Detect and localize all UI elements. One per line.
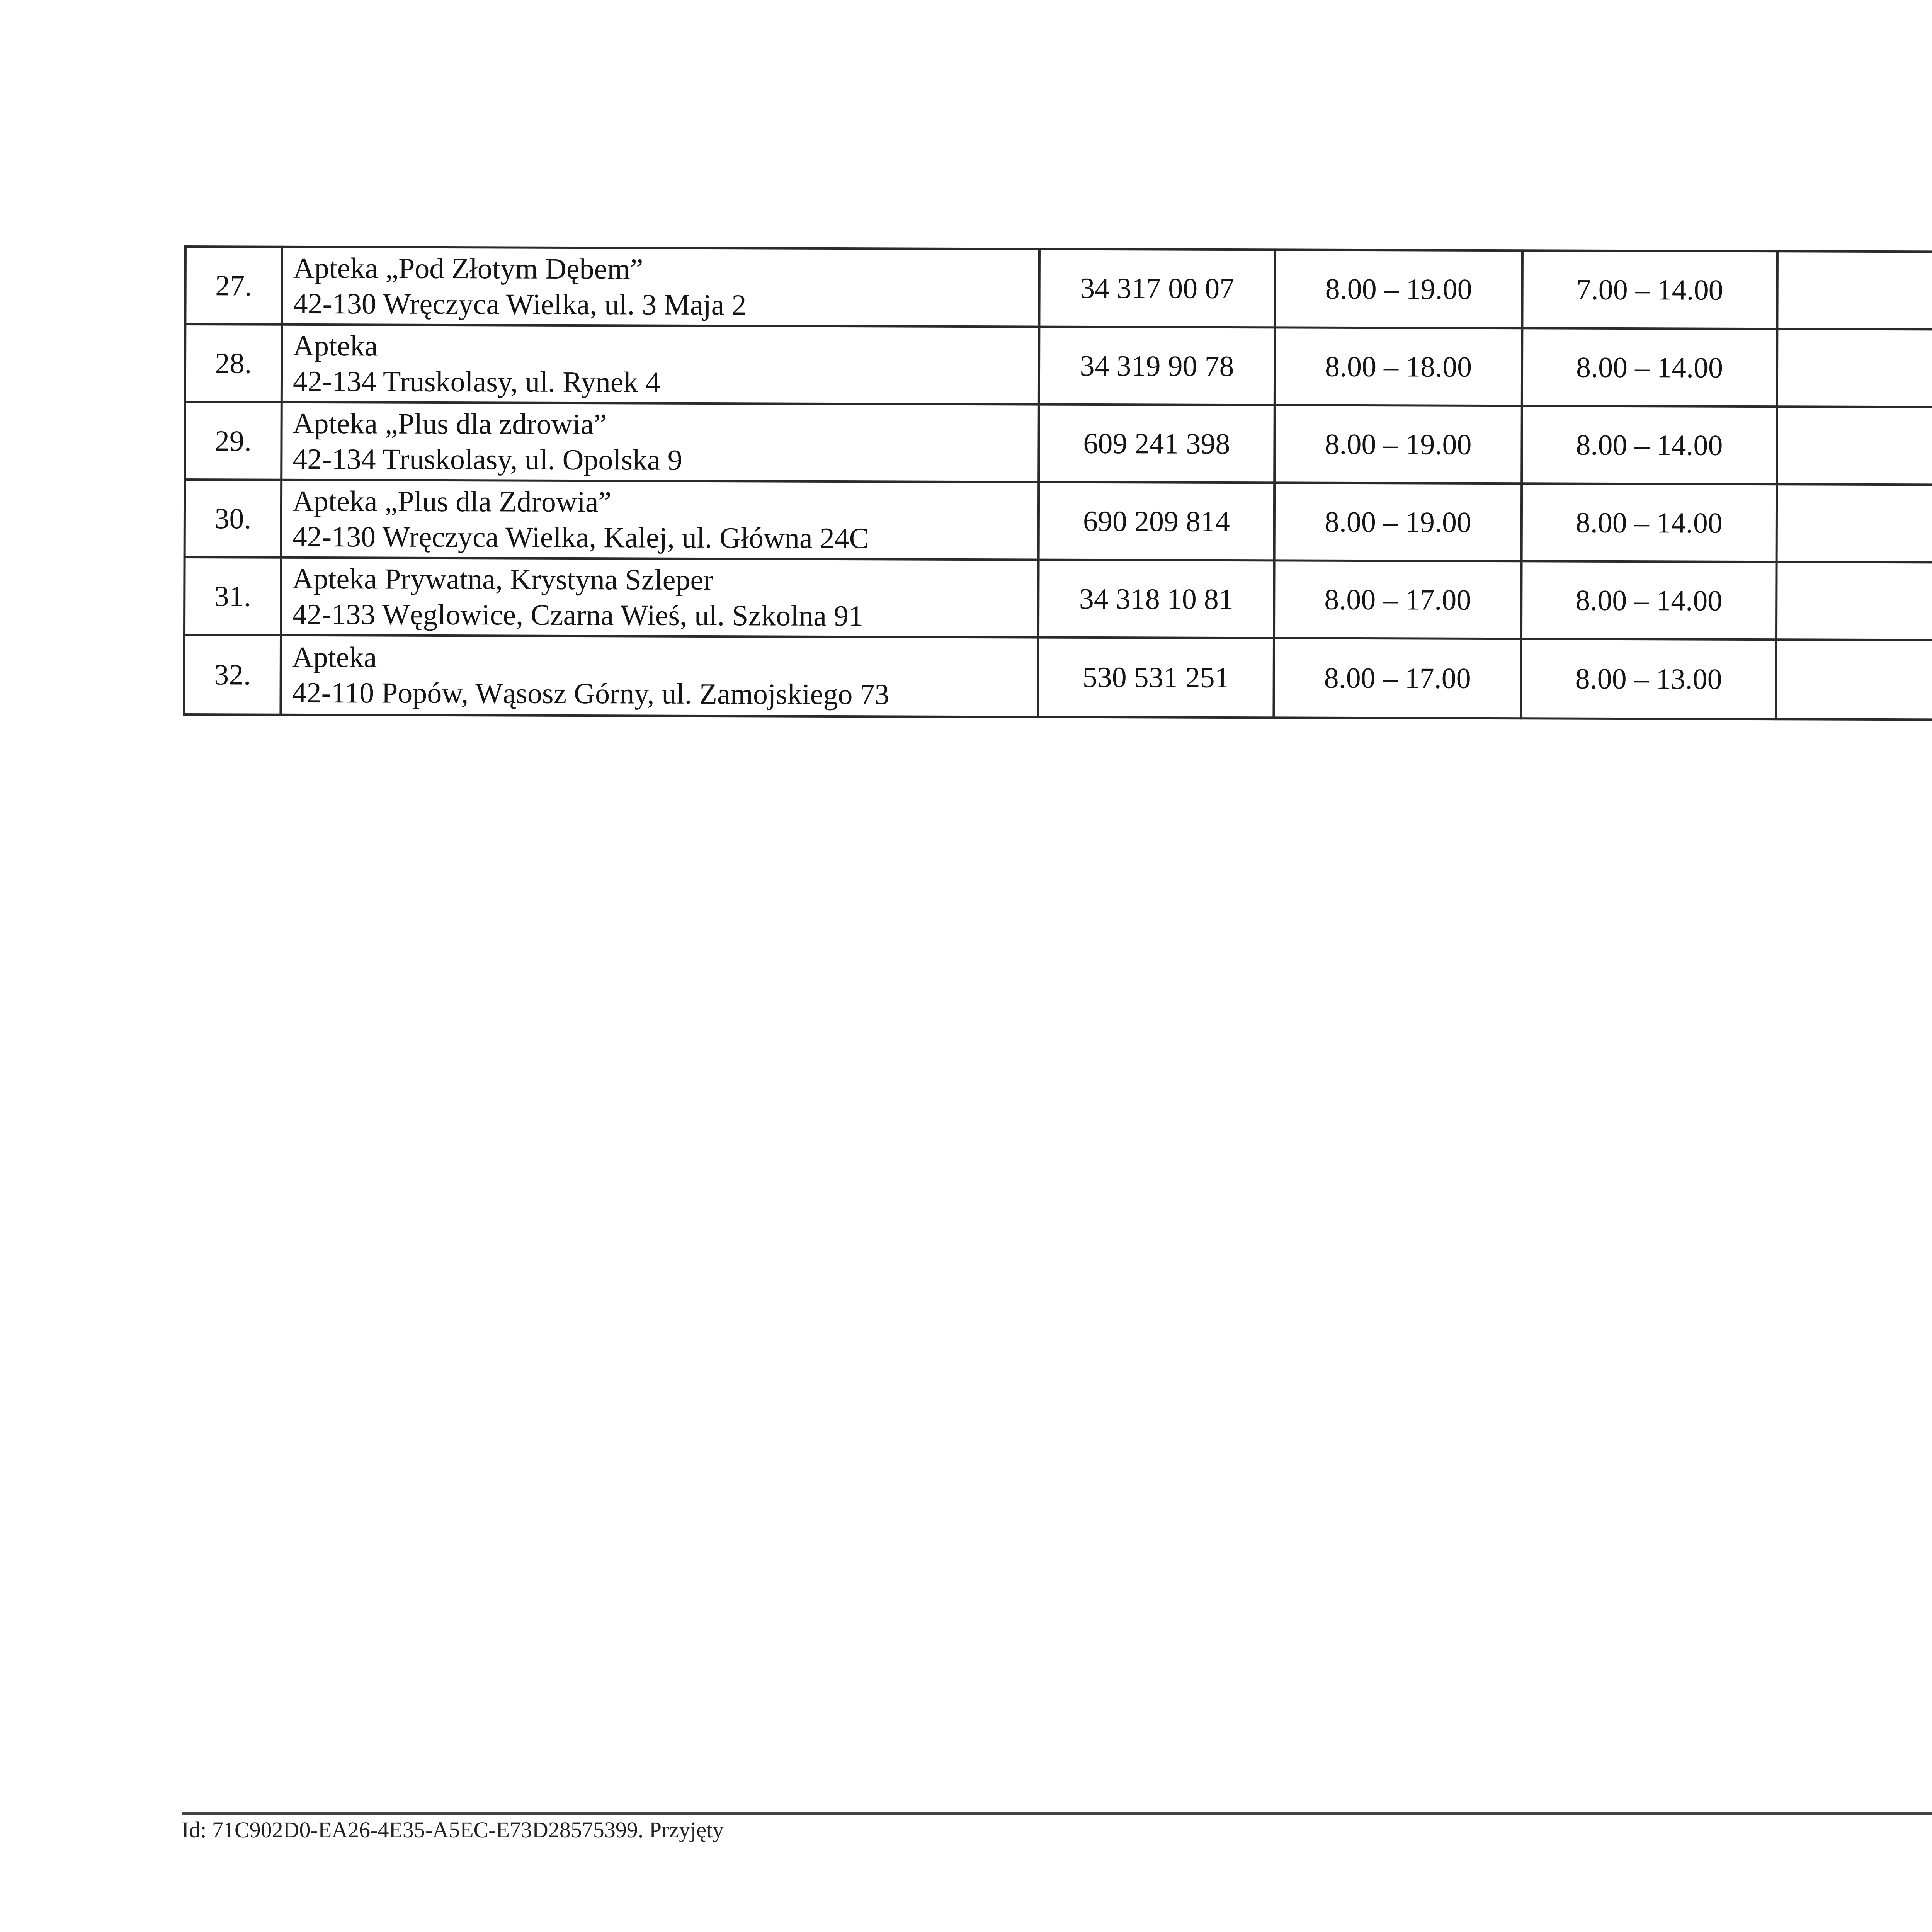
weekday-hours: 8.00 – 18.00: [1275, 327, 1522, 406]
pharmacy-cell: [281, 402, 1039, 482]
table-row: [185, 324, 1932, 408]
holiday-hours-line: [1789, 290, 1932, 292]
document-id: Id: 71C902D0-EA26-4E35-A5EC-E73D28575399. Przyjęty: [182, 1817, 724, 1842]
pharmacy-address: 42-134 Truskolasy, ul. Opolska 9: [293, 442, 682, 476]
holiday-hours-line: [1787, 641, 1932, 681]
holiday-hours-line: [1787, 679, 1932, 719]
holiday-hours-line: [1789, 290, 1932, 292]
holiday-hours-cell: [1777, 329, 1932, 408]
row-number: 27.: [185, 247, 282, 325]
holiday-hours-line: [1788, 523, 1932, 525]
row-number: 31.: [184, 557, 281, 635]
holiday-hours-cell: [1776, 562, 1932, 641]
pharmacy-name: Apteka „Plus dla Zdrowia”: [292, 485, 612, 518]
pharmacy-name: Apteka: [292, 641, 377, 674]
weekday-hours: 8.00 – 19.00: [1274, 405, 1522, 483]
row-number: 28.: [185, 324, 282, 402]
holiday-hours-line: [1788, 368, 1932, 369]
table-row: [185, 247, 1932, 331]
pharmacy-address: 42-134 Truskolasy, ul. Rynek 4: [293, 365, 660, 399]
table-row: [184, 557, 1932, 641]
holiday-hours-cell: [1777, 251, 1932, 330]
pharmacy-name: Apteka „Pod Złotym Dębem”: [293, 252, 643, 286]
holiday-hours-cell: [1776, 639, 1932, 721]
holiday-hours-cell: [1777, 484, 1932, 563]
phone-number: 34 317 00 07: [1039, 249, 1275, 328]
pharmacy-table-section: [183, 245, 1932, 722]
saturday-hours: 8.00 – 14.00: [1522, 406, 1777, 484]
holiday-hours-line: [1788, 446, 1932, 447]
phone-number: 34 318 10 81: [1038, 560, 1274, 638]
holiday-hours-line: [1788, 523, 1932, 525]
pharmacy-cell: [282, 325, 1039, 405]
weekday-hours: 8.00 – 17.00: [1274, 560, 1522, 639]
saturday-hours: 8.00 – 14.00: [1522, 483, 1777, 562]
saturday-hours: 8.00 – 13.00: [1521, 639, 1776, 719]
pharmacy-table: [183, 245, 1932, 722]
saturday-hours: 8.00 – 14.00: [1521, 561, 1777, 639]
pharmacy-name: Apteka Prywatna, Krystyna Szleper: [292, 562, 713, 596]
saturday-hours: 8.00 – 14.00: [1522, 328, 1777, 406]
pharmacy-address: 42-130 Wręczyca Wielka, ul. 3 Maja 2: [293, 287, 747, 321]
holiday-hours-line: [1788, 368, 1932, 369]
table-row: [185, 480, 1932, 564]
pharmacy-address: 42-133 Węglowice, Czarna Wieś, ul. Szkolna 91: [292, 598, 864, 632]
weekday-hours: 8.00 – 19.00: [1275, 250, 1522, 328]
holiday-hours-line: [1787, 601, 1932, 602]
phone-number: 530 531 251: [1038, 638, 1274, 718]
row-number: 29.: [185, 402, 282, 480]
holiday-hours-line: [1787, 601, 1932, 602]
table-row: [185, 402, 1932, 486]
phone-number: 609 241 398: [1039, 405, 1275, 483]
weekday-hours: 8.00 – 19.00: [1274, 483, 1522, 561]
weekday-hours: 8.00 – 17.00: [1274, 638, 1521, 718]
pharmacy-cell: [282, 247, 1039, 327]
holiday-hours-cell: [1777, 406, 1932, 486]
phone-number: 34 319 90 78: [1039, 327, 1275, 405]
phone-number: 690 209 814: [1039, 482, 1275, 561]
pharmacy-cell: [281, 635, 1038, 717]
footer-divider: [182, 1812, 1932, 1815]
pharmacy-address: 42-110 Popów, Wąsosz Górny, ul. Zamojskiego 73: [292, 676, 889, 711]
table-row: [184, 635, 1932, 721]
pharmacy-name: Apteka „Plus dla zdrowia”: [293, 407, 607, 440]
pharmacy-name: Apteka: [293, 329, 378, 362]
pharmacy-cell: [281, 558, 1039, 638]
row-number: 30.: [185, 480, 282, 558]
pharmacy-address: 42-130 Wręczyca Wielka, Kalej, ul. Główna 24C: [292, 520, 869, 554]
saturday-hours: 7.00 – 14.00: [1522, 250, 1777, 329]
row-number: 32.: [184, 635, 281, 715]
holiday-hours-line: [1788, 446, 1932, 447]
pharmacy-cell: [281, 480, 1039, 560]
